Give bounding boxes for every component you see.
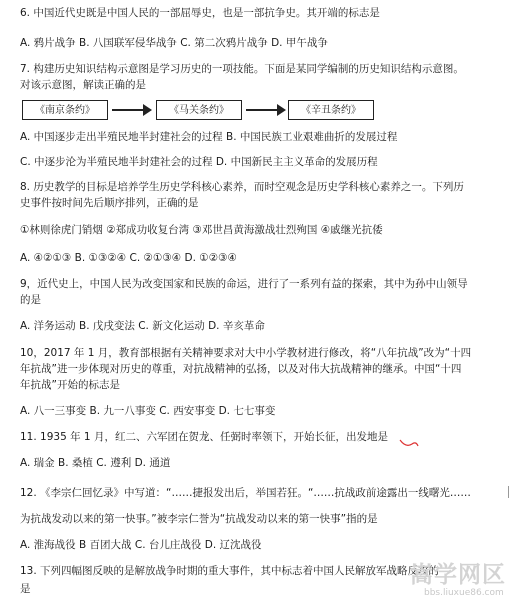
q12-stem-line1: 12. 《李宗仁回忆录》中写道：“……捷报发出后，举国若狂。“……抗战政前途露出一线曙光…… — [20, 487, 471, 499]
q6-stem: 6. 中国近代史既是中国人民的一部屈辱史，也是一部抗争史。其开端的标志是 — [20, 7, 380, 19]
q6-options: A. 鸦片战争 B. 八国联军侵华战争 C. 第二次鸦片战争 D. 甲午战争 — [20, 37, 328, 49]
q10-options: A. 八一三事变 B. 九一八事变 C. 西安事变 D. 七七事变 — [20, 405, 276, 417]
q9-stem-line1: 9，近代史上，中国人民为改变国家和民族的命运，进行了一系列有益的探索，其中为孙中山领导 — [20, 278, 468, 290]
q8-events: ①林则徐虎门销烟 ②郑成功收复台湾 ③邓世昌黄海激战壮烈殉国 ④戚继光抗倭 — [20, 224, 383, 236]
q7-stem-line1: 7. 构建历史知识结构示意图是学习历史的一项技能。下面是某同学编制的历史知识结构示意图。 — [20, 63, 464, 75]
q12-stem-line2: 为抗战发动以来的第一快事。”被李宗仁誉为“抗战发动以来的第一快事”指的是 — [20, 513, 378, 525]
red-pen-mark-icon — [398, 436, 420, 450]
q9-stem-line2: 的是 — [20, 294, 41, 306]
flow-box-maguan-treaty: 《马关条约》 — [156, 100, 242, 120]
q7-options-cd: C. 中逐步沦为半殖民地半封建社会的过程 D. 中国新民主主义革命的发展历程 — [20, 156, 378, 168]
q10-stem-line1: 10，2017 年 1 月，教育部根据有关精神要求对大中小学教材进行修改，将“八年抗战”改为“十四 — [20, 347, 472, 359]
q7-stem-line2: 对该示意图，解读正确的是 — [20, 79, 146, 91]
q11-options: A. 瑞金 B. 桑植 C. 遵利 D. 通道 — [20, 457, 171, 469]
text-cursor-mark — [508, 486, 509, 498]
q8-stem-line1: 8. 历史教学的目标是培养学生历史学科核心素养，而时空观念是历史学科核心素养之一。下列历 — [20, 181, 464, 193]
flow-arrow-2 — [246, 100, 286, 120]
q8-options: A. ④②①③ B. ①③②④ C. ②①③④ D. ①②③④ — [20, 252, 237, 264]
q7-options-ab: A. 中国逐步走出半殖民地半封建社会的过程 B. 中国民族工业艰难曲折的发展过程 — [20, 131, 398, 143]
q13-stem-line2: 是 — [20, 583, 31, 595]
q9-options: A. 洋务运动 B. 戊戌变法 C. 新文化运动 D. 辛亥革命 — [20, 320, 265, 332]
flow-arrow-1 — [112, 100, 152, 120]
q12-options: A. 淮海战役 B 百团大战 C. 台儿庄战役 D. 辽沈战役 — [20, 539, 262, 551]
q10-stem-line3: 年抗战”开始的标志是 — [20, 379, 120, 391]
q10-stem-line2: 年抗战”进一步体现对历史的尊重，对抗战精神的弘扬，以及对伟大抗战精神的继承。中国“十四 — [20, 363, 462, 375]
flow-box-xinchou-treaty: 《辛丑条约》 — [288, 100, 374, 120]
watermark-url: bbs.liuxue86.com — [424, 588, 504, 598]
flow-box-nanjing-treaty: 《南京条约》 — [22, 100, 108, 120]
q13-stem-line1: 13. 下列四幅图反映的是解放战争时期的重大事件，其中标志着中国人民解放军战略反攻的 — [20, 565, 440, 577]
q11-stem: 11. 1935 年 1 月，红二、六军团在贺龙、任弼时率领下，开始长征，出发地是 — [20, 431, 388, 443]
site-watermark — [410, 556, 520, 606]
watermark-main-text: 嵩学网区 — [410, 562, 506, 588]
q8-stem-line2: 史事件按时间先后顺序排列，正确的是 — [20, 197, 199, 209]
